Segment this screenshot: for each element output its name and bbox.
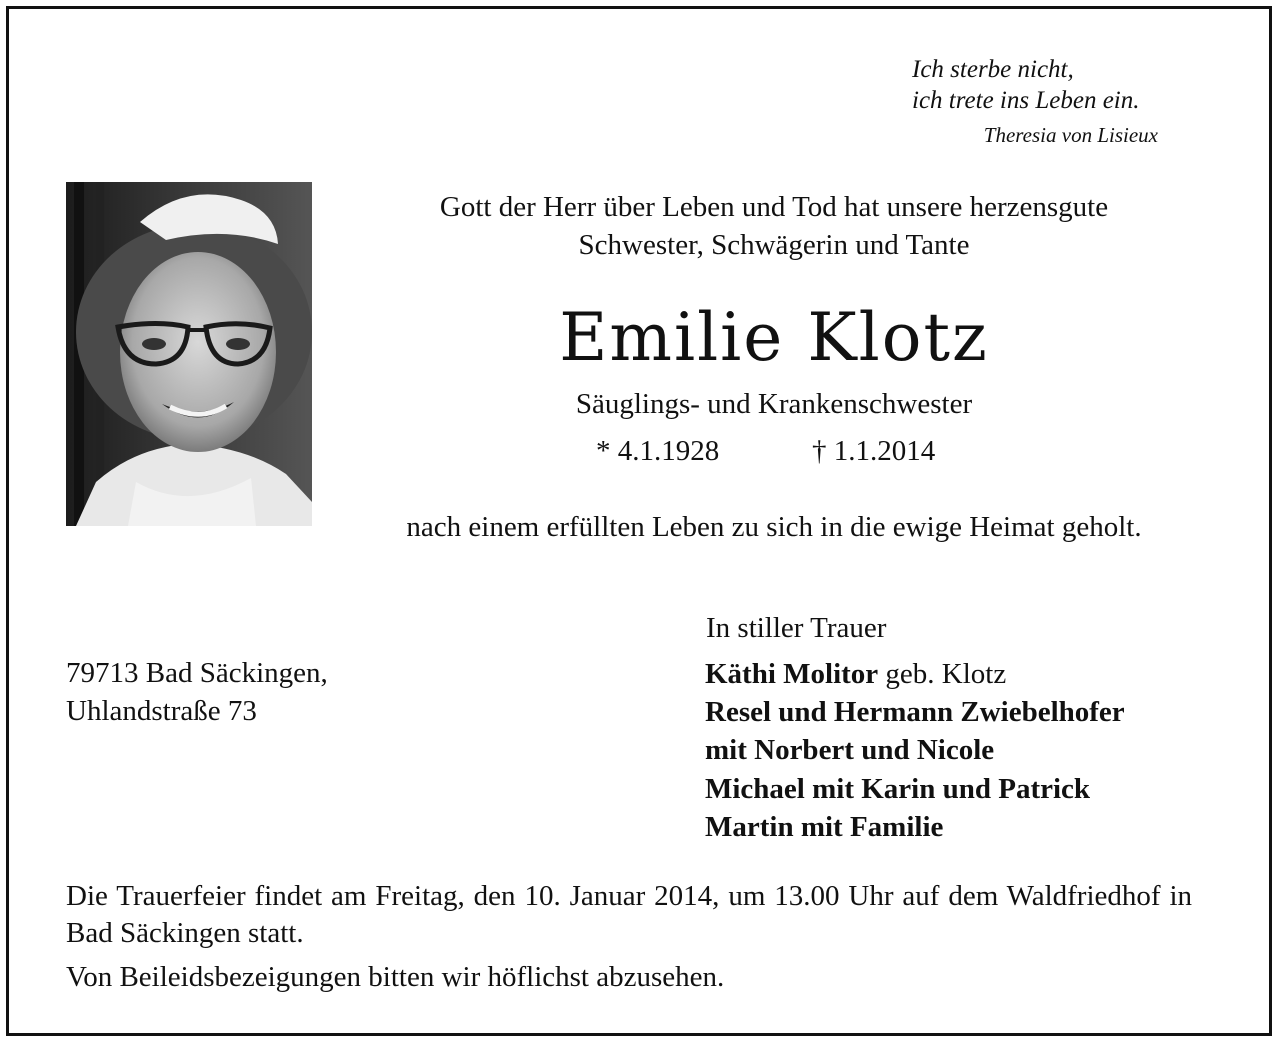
portrait-photo bbox=[66, 182, 312, 526]
mourner-line-2: Resel und Hermann Zwiebelhofer bbox=[705, 696, 1125, 728]
portrait-drawing bbox=[66, 182, 312, 526]
mourner-name-1: Käthi Molitor bbox=[705, 658, 879, 690]
death-date: † 1.1.2014 bbox=[812, 435, 936, 467]
funeral-info: Die Trauerfeier findet am Freitag, den 10. Januar 2014, um 13.00 Uhr auf dem Waldfriedhof in Bad Säckingen statt. bbox=[66, 880, 1192, 949]
closing-line: nach einem erfüllten Leben zu sich in die ewige Heimat geholt. bbox=[406, 511, 1142, 543]
quote-author: Theresia von Lisieux bbox=[983, 123, 1158, 147]
mourner-line-1 bbox=[705, 656, 1006, 693]
intro-line-1: Gott der Herr über Leben und Tod hat unsere herzensgute bbox=[439, 191, 1109, 223]
mourner-line-5: Martin mit Familie bbox=[705, 811, 944, 843]
mourner-line-4: Michael mit Karin und Patrick bbox=[705, 773, 1091, 805]
mourner-maiden-name: geb. Klotz bbox=[878, 658, 1007, 690]
deceased-name: Emilie Klotz bbox=[559, 299, 989, 376]
address-line-2: Uhlandstraße 73 bbox=[66, 695, 257, 727]
condolence-note: Von Beileidsbezeigungen bitten wir höflichst abzusehen. bbox=[66, 961, 725, 993]
quote-line-2: ich trete ins Leben ein. bbox=[912, 87, 1140, 114]
mourners-heading: In stiller Trauer bbox=[706, 612, 887, 644]
profession: Säuglings- und Krankenschwester bbox=[575, 388, 973, 420]
birth-date: * 4.1.1928 bbox=[596, 435, 720, 467]
mourner-line-3: mit Norbert und Nicole bbox=[705, 734, 995, 766]
address-line-1: 79713 Bad Säckingen, bbox=[66, 657, 328, 689]
intro-line-2: Schwester, Schwägerin und Tante bbox=[578, 229, 970, 261]
quote-line-1: Ich sterbe nicht, bbox=[912, 56, 1074, 83]
